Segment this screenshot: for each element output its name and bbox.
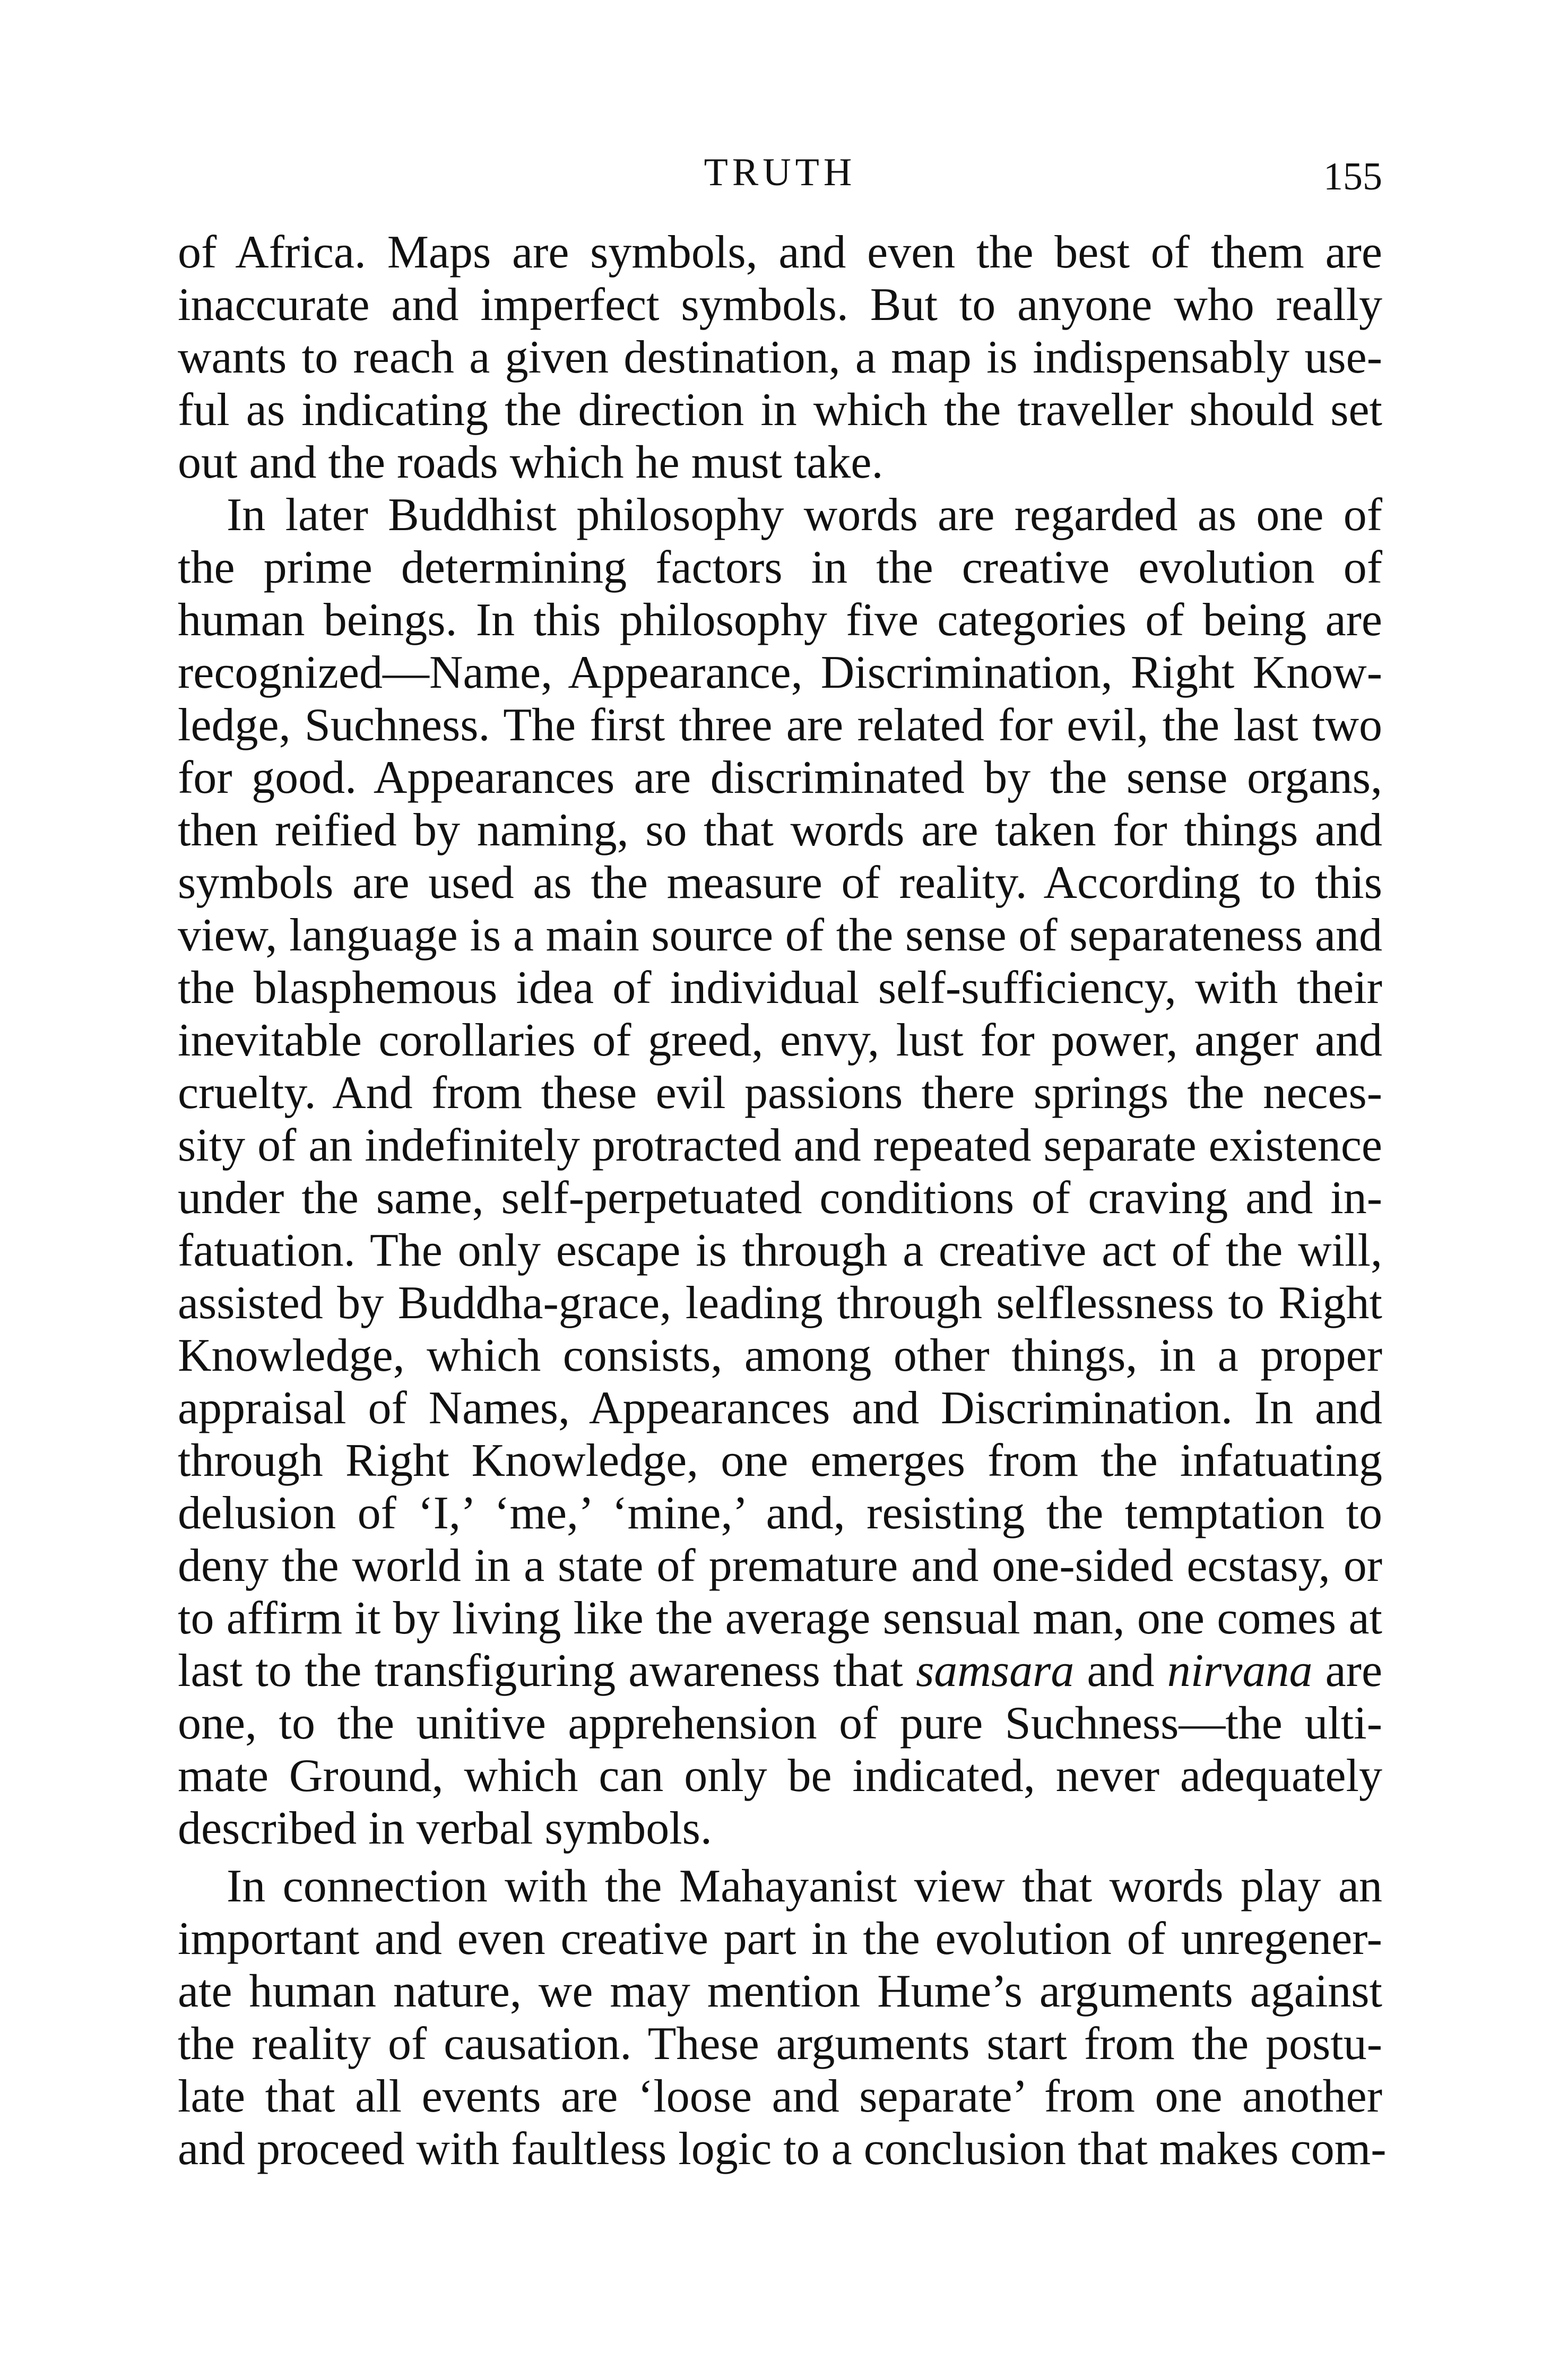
paragraph [178, 226, 1382, 489]
text-line: In connection with the Mahayanist view that words play an [227, 1861, 1382, 1912]
paragraph-gap [178, 1855, 1382, 1860]
text-line: under the same, self-perpetuated conditions of craving and in- [178, 1172, 1382, 1224]
text-line: the reality of causation. These arguments start from the postu- [178, 2018, 1382, 2070]
text-line: ate human nature, we may mention Hume’s arguments against [178, 1966, 1382, 2017]
text-line: the prime determining factors in the creative evolution of [178, 542, 1382, 593]
text-line: important and even creative part in the evolution of unregener- [178, 1913, 1382, 1965]
text-line: symbols are used as the measure of reality. According to this [178, 857, 1382, 909]
text-line: deny the world in a state of premature and one-sided ecstasy, or [178, 1540, 1382, 1591]
italic-term-nirvana: nirvana [1167, 1645, 1313, 1697]
italic-term-samsara: samsara [916, 1645, 1075, 1697]
paragraph [178, 489, 1382, 1855]
paragraph [178, 1860, 1387, 2175]
text-line: late that all events are ‘loose and separate’ from one another [178, 2071, 1382, 2122]
running-title: TRUTH [704, 151, 856, 194]
text-line: Knowledge, which consists, among other things, in a proper [178, 1330, 1382, 1381]
text-line: out and the roads which he must take. [178, 437, 883, 488]
text-line: ledge, Suchness. The first three are related for evil, the last two [178, 699, 1382, 751]
text-line: inaccurate and imperfect symbols. But to anyone who really [178, 279, 1382, 331]
text-line: through Right Knowledge, one emerges from the infatuating [178, 1435, 1382, 1486]
text-line: delusion of ‘I,’ ‘me,’ ‘mine,’ and, resisting the temptation to [178, 1487, 1382, 1539]
text-line: to affirm it by living like the average sensual man, one comes at [178, 1593, 1382, 1644]
text-line: one, to the unitive apprehension of pure Suchness—the ulti- [178, 1698, 1382, 1749]
text-line: ful as indicating the direction in which the traveller should set [178, 384, 1382, 436]
text-line: for good. Appearances are discriminated by the sense organs, [178, 752, 1382, 803]
text-line: fatuation. The only escape is through a creative act of the will, [178, 1225, 1382, 1276]
text-line: view, language is a main source of the sense of separateness and [178, 910, 1382, 961]
text-line: In later Buddhist philosophy words are regarded as one of [227, 489, 1382, 541]
body-text [178, 226, 1387, 2175]
page-number: 155 [1323, 155, 1382, 198]
text-line: wants to reach a given destination, a map is indispensably use- [178, 332, 1382, 383]
text-run: last to the transfiguring awareness that [178, 1645, 916, 1697]
running-head [178, 143, 1382, 207]
text-line: recognized—Name, Appearance, Discrimination, Right Know- [178, 647, 1382, 698]
text-line: sity of an indefinitely protracted and repeated separate existence [178, 1120, 1382, 1171]
text-line: assisted by Buddha-grace, leading through selflessness to Right [178, 1277, 1382, 1329]
text-line: then reified by naming, so that words are taken for things and [178, 805, 1382, 856]
text-line: mate Ground, which can only be indicated, never adequately [178, 1750, 1382, 1802]
text-line-italic [178, 1645, 1382, 1697]
text-line: inevitable corollaries of greed, envy, lust for power, anger and [178, 1015, 1382, 1066]
text-line: the blasphemous idea of individual self-sufficiency, with their [178, 962, 1382, 1014]
text-run: and [1074, 1645, 1167, 1697]
text-run: are [1312, 1645, 1383, 1697]
text-line: cruelty. And from these evil passions there springs the neces- [178, 1067, 1382, 1119]
text-line: described in verbal symbols. [178, 1803, 712, 1854]
text-line: of Africa. Maps are symbols, and even the best of them are [178, 227, 1382, 278]
text-line: human beings. In this philosophy five categories of being are [178, 594, 1382, 646]
text-line: appraisal of Names, Appearances and Discrimination. In and [178, 1382, 1382, 1434]
text-line: and proceed with faultless logic to a conclusion that makes com- [178, 2123, 1387, 2175]
